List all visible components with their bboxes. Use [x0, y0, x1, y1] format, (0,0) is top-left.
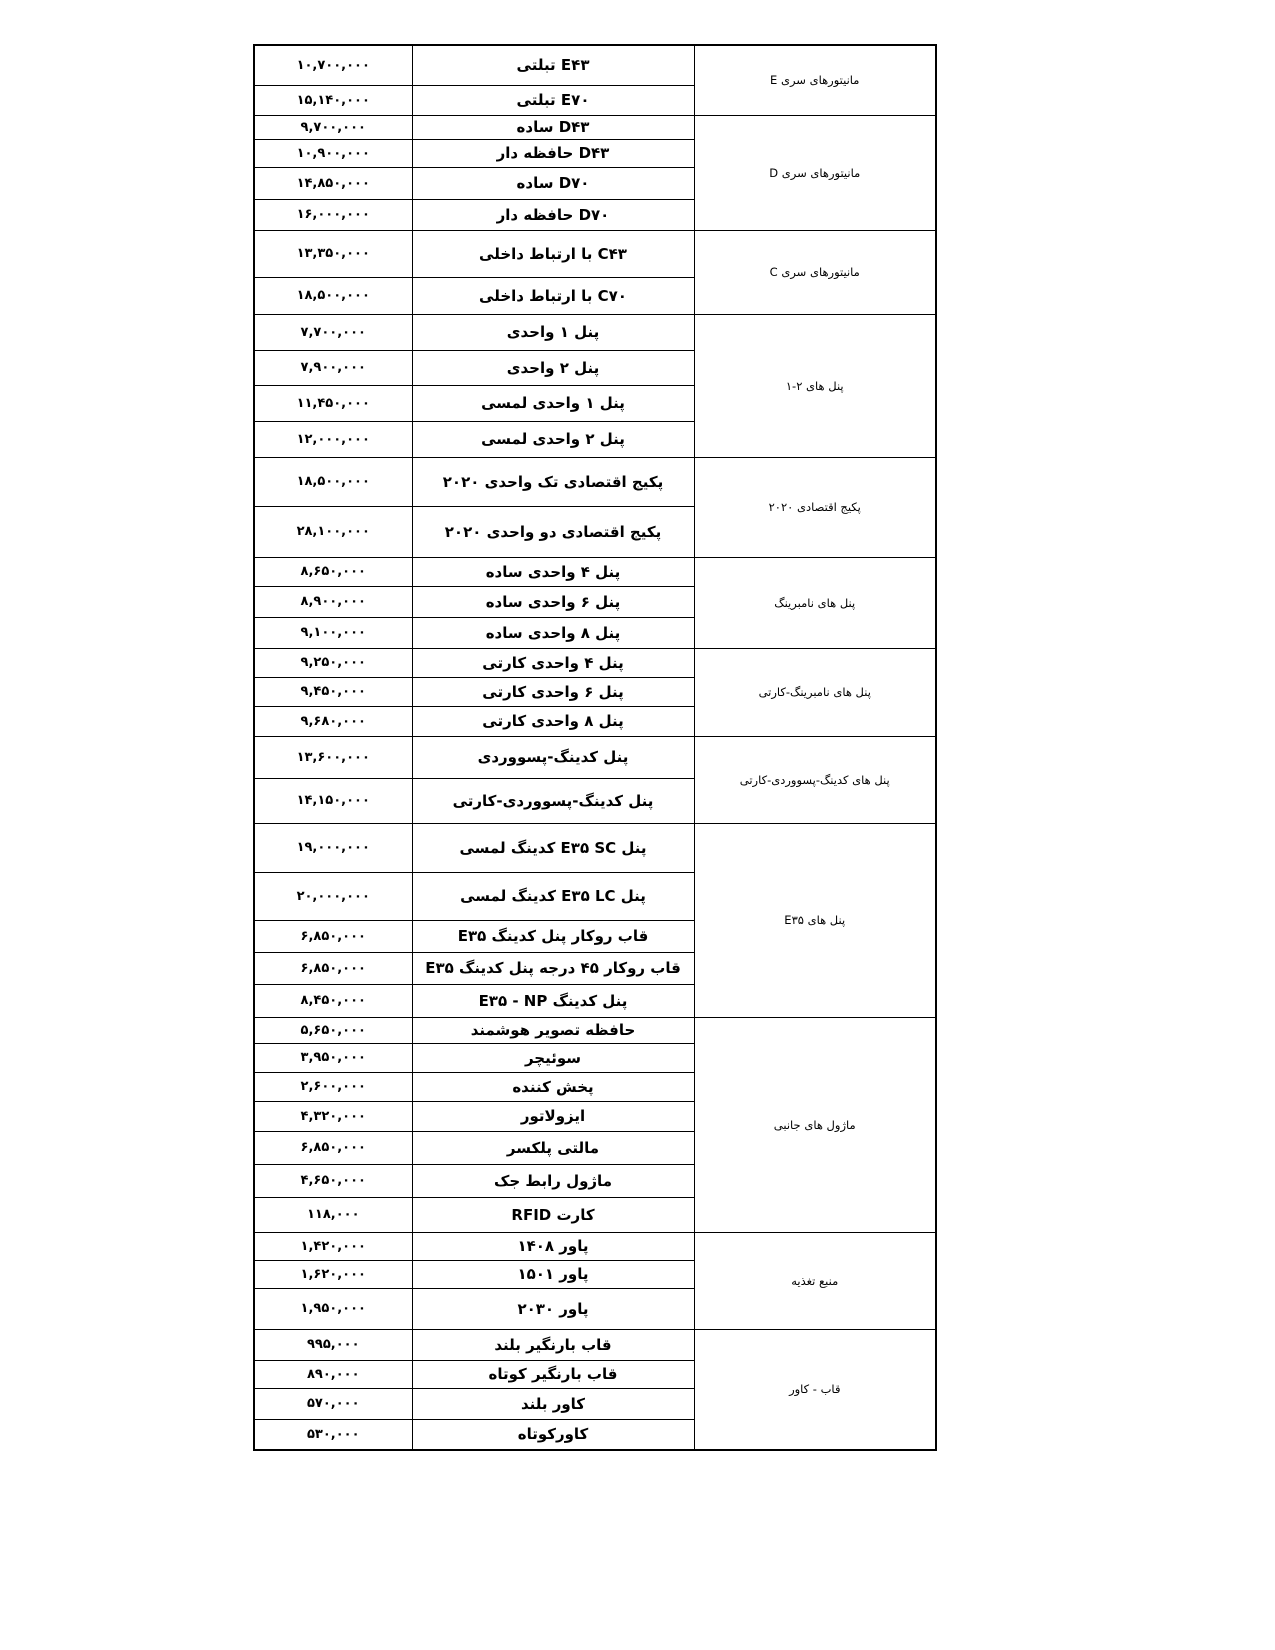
table-row: [254, 1017, 936, 1043]
section-title: ماژول های جانبی: [694, 1017, 936, 1232]
item-name: D۴۳ ساده: [412, 115, 694, 139]
table-row: [254, 1329, 936, 1360]
section-title: مانیتورهای سری D: [694, 115, 936, 230]
table-row: [254, 557, 936, 586]
item-name: پاور ۱۵۰۱: [412, 1260, 694, 1288]
section-title: پنل های کدینگ-پسووردی-کارتی: [694, 736, 936, 823]
table-row: [254, 457, 936, 506]
item-name: پنل ۶ واحدی کارتی: [412, 677, 694, 706]
item-name: پنل کدینگ-پسووردی: [412, 736, 694, 778]
item-price: ۱۱۸,۰۰۰: [254, 1197, 412, 1232]
item-name: قاب بارنگیر کوتاه: [412, 1360, 694, 1388]
item-price: ۶,۸۵۰,۰۰۰: [254, 920, 412, 952]
item-name: پنل ۸ واحدی کارتی: [412, 706, 694, 736]
item-name: E۴۳ تبلتی: [412, 45, 694, 85]
item-price: ۸,۴۵۰,۰۰۰: [254, 984, 412, 1017]
item-name: پکیج اقتصادی تک واحدی ۲۰۲۰: [412, 457, 694, 506]
item-price: ۱۳,۶۰۰,۰۰۰: [254, 736, 412, 778]
price-list-table: [253, 44, 937, 1451]
item-price: ۱۹,۰۰۰,۰۰۰: [254, 823, 412, 872]
item-name: کارت RFID: [412, 1197, 694, 1232]
item-name: پنل ۴ واحدی کارتی: [412, 648, 694, 677]
item-price: ۴,۳۲۰,۰۰۰: [254, 1101, 412, 1131]
item-name: پنل ۲ واحدی لمسی: [412, 421, 694, 457]
item-name: E۷۰ تبلتی: [412, 85, 694, 115]
section-title: منبع تغذیه: [694, 1232, 936, 1329]
item-name: پاور ۱۴۰۸: [412, 1232, 694, 1260]
item-price: ۱۰,۹۰۰,۰۰۰: [254, 139, 412, 167]
item-name: کاورکوتاه: [412, 1419, 694, 1450]
item-price: ۵۳۰,۰۰۰: [254, 1419, 412, 1450]
item-price: ۱,۶۲۰,۰۰۰: [254, 1260, 412, 1288]
item-name: پنل ۱ واحدی: [412, 314, 694, 350]
item-name: سوئیچر: [412, 1043, 694, 1072]
item-price: ۹,۴۵۰,۰۰۰: [254, 677, 412, 706]
item-name: پنل ۸ واحدی ساده: [412, 617, 694, 648]
table-row: [254, 230, 936, 277]
item-price: ۹,۱۰۰,۰۰۰: [254, 617, 412, 648]
table-row: [254, 1232, 936, 1260]
item-price: ۹,۲۵۰,۰۰۰: [254, 648, 412, 677]
item-price: ۱۸,۵۰۰,۰۰۰: [254, 277, 412, 314]
item-name: پنل کدینگ-پسووردی-کارتی: [412, 778, 694, 823]
item-name: پنل ۲ واحدی: [412, 350, 694, 385]
item-name: پنل ۶ واحدی ساده: [412, 586, 694, 617]
item-price: ۱,۹۵۰,۰۰۰: [254, 1288, 412, 1329]
item-name: C۷۰ با ارتباط داخلی: [412, 277, 694, 314]
item-price: ۱۵,۱۴۰,۰۰۰: [254, 85, 412, 115]
item-price: ۱۴,۱۵۰,۰۰۰: [254, 778, 412, 823]
item-name: پخش کننده: [412, 1072, 694, 1101]
table-row: [254, 314, 936, 350]
item-price: ۱,۴۲۰,۰۰۰: [254, 1232, 412, 1260]
item-price: ۲۸,۱۰۰,۰۰۰: [254, 506, 412, 557]
item-price: ۱۰,۷۰۰,۰۰۰: [254, 45, 412, 85]
item-name: پنل E۳۵ LC کدینگ لمسی: [412, 872, 694, 920]
item-price: ۲,۶۰۰,۰۰۰: [254, 1072, 412, 1101]
item-price: ۷,۹۰۰,۰۰۰: [254, 350, 412, 385]
item-price: ۴,۶۵۰,۰۰۰: [254, 1164, 412, 1197]
item-price: ۸,۹۰۰,۰۰۰: [254, 586, 412, 617]
item-price: ۲۰,۰۰۰,۰۰۰: [254, 872, 412, 920]
item-price: ۸,۶۵۰,۰۰۰: [254, 557, 412, 586]
table-row: [254, 45, 936, 85]
item-price: ۶,۸۵۰,۰۰۰: [254, 1131, 412, 1164]
item-name: کاور بلند: [412, 1388, 694, 1419]
section-title: مانیتورهای سری E: [694, 45, 936, 115]
item-name: مالتی پلکسر: [412, 1131, 694, 1164]
item-price: ۷,۷۰۰,۰۰۰: [254, 314, 412, 350]
section-title: مانیتورهای سری C: [694, 230, 936, 314]
section-title: قاب - کاور: [694, 1329, 936, 1450]
item-name: پکیج اقتصادی دو واحدی ۲۰۲۰: [412, 506, 694, 557]
item-name: پنل ۴ واحدی ساده: [412, 557, 694, 586]
price-list-body: [254, 45, 936, 1450]
section-title: پکیج اقتصادی ۲۰۲۰: [694, 457, 936, 557]
item-price: ۹۹۵,۰۰۰: [254, 1329, 412, 1360]
item-price: ۱۶,۰۰۰,۰۰۰: [254, 199, 412, 230]
table-row: [254, 115, 936, 139]
item-price: ۸۹۰,۰۰۰: [254, 1360, 412, 1388]
item-price: ۵,۶۵۰,۰۰۰: [254, 1017, 412, 1043]
item-name: D۷۰ ساده: [412, 167, 694, 199]
item-price: ۵۷۰,۰۰۰: [254, 1388, 412, 1419]
item-name: قاب بارنگیر بلند: [412, 1329, 694, 1360]
item-price: ۱۸,۵۰۰,۰۰۰: [254, 457, 412, 506]
item-price: ۹,۷۰۰,۰۰۰: [254, 115, 412, 139]
table-row: [254, 736, 936, 778]
section-title: پنل های نامبرینگ-کارتی: [694, 648, 936, 736]
item-name: حافظه تصویر هوشمند: [412, 1017, 694, 1043]
item-name: D۴۳ حافظه دار: [412, 139, 694, 167]
item-name: ماژول رابط جک: [412, 1164, 694, 1197]
item-price: ۱۳,۳۵۰,۰۰۰: [254, 230, 412, 277]
item-price: ۱۲,۰۰۰,۰۰۰: [254, 421, 412, 457]
section-title: پنل های ۲-۱: [694, 314, 936, 457]
item-name: پنل E۳۵ SC کدینگ لمسی: [412, 823, 694, 872]
item-name: قاب روکار ۴۵ درجه پنل کدینگ E۳۵: [412, 952, 694, 984]
section-title: پنل های E۳۵: [694, 823, 936, 1017]
item-price: ۱۴,۸۵۰,۰۰۰: [254, 167, 412, 199]
table-row: [254, 648, 936, 677]
item-price: ۳,۹۵۰,۰۰۰: [254, 1043, 412, 1072]
table-row: [254, 823, 936, 872]
item-price: ۱۱,۴۵۰,۰۰۰: [254, 385, 412, 421]
item-name: پنل کدینگ E۳۵ - NP: [412, 984, 694, 1017]
item-name: پاور ۲۰۳۰: [412, 1288, 694, 1329]
item-name: D۷۰ حافظه دار: [412, 199, 694, 230]
item-name: پنل ۱ واحدی لمسی: [412, 385, 694, 421]
item-name: C۴۳ با ارتباط داخلی: [412, 230, 694, 277]
item-price: ۶,۸۵۰,۰۰۰: [254, 952, 412, 984]
section-title: پنل های نامبرینگ: [694, 557, 936, 648]
item-price: ۹,۶۸۰,۰۰۰: [254, 706, 412, 736]
item-name: قاب روکار پنل کدینگ E۳۵: [412, 920, 694, 952]
item-name: ایزولاتور: [412, 1101, 694, 1131]
